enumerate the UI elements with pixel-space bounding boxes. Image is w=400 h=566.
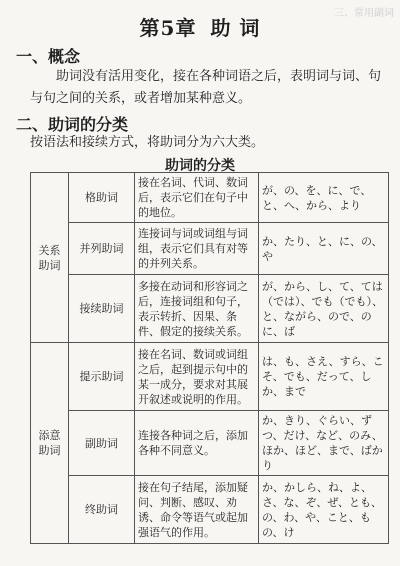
concept-paragraph: 助词没有活用变化，接在各种词语之后，表明词与词、句与句之间的关系，或者增加某种意义。: [30, 69, 382, 106]
table-row: [31, 275, 389, 343]
section-heading-classification: 二、助词的分类: [16, 115, 129, 134]
table-row: [31, 343, 389, 411]
category-cell: 关系助词: [31, 173, 69, 343]
particle-examples: か、たり、と、に、の、や: [259, 223, 389, 275]
particle-description: 接在句子结尾，添加疑问、判断、感叹、劝诱、命令等语气或起加强语气的作用。: [135, 476, 259, 544]
particle-description: 接在名词、数词或词组之后，起到提示句中的某一成分，要求对其展开叙述或说明的作用。: [135, 343, 259, 411]
table-title: 助词的分类: [165, 158, 235, 174]
particle-type-name: 副助词: [69, 411, 135, 476]
category-cell: 添意助词: [31, 343, 69, 544]
section-heading-concept: 一、概念: [16, 47, 81, 66]
particle-type-name: 并列助词: [69, 223, 135, 275]
particle-description: 连接词与词或词组与词组，表示它们具有对等的并列关系。: [135, 223, 259, 275]
table-row: [31, 411, 389, 476]
particle-description: 接在名词、代词、数词后，表示它们在句子中的地位。: [135, 173, 259, 223]
particle-type-name: 接续助词: [69, 275, 135, 343]
chapter-name: 助 词: [210, 16, 261, 40]
bleed-through-text: 三、常用副词: [334, 8, 394, 19]
classification-paragraph: 按语法和接续方式，将助词分为六大类。: [30, 135, 265, 150]
chapter-number: 第5章: [139, 16, 197, 40]
table-row: [31, 223, 389, 275]
particle-type-name: 格助词: [69, 173, 135, 223]
particle-description: 连接各种词之后，添加各种不同意义。: [135, 411, 259, 476]
particle-examples: は、も、さえ、すら、こそ、でも、だって、しか、まで: [259, 343, 389, 411]
chapter-title: [0, 12, 400, 41]
particle-classification-table: [30, 172, 389, 544]
particle-examples: か、きり、ぐらい、ずつ、だけ、など、のみ、ほか、ほど、まで、ばかり: [259, 411, 389, 476]
particle-examples: が、から、し、て、ては（では）、でも（でも）、と、ながら、ので、のに、ば: [259, 275, 389, 343]
particle-examples: か、かしら、ね、よ、さ、な、ぞ、ぜ、とも、の、わ、や、こと、もの、け: [259, 476, 389, 544]
table-row: [31, 173, 389, 223]
table-row: [31, 476, 389, 544]
particle-description: 多接在动词和形容词之后，连接词组和句子，表示转折、因果、条件、假定的接续关系。: [135, 275, 259, 343]
particle-type-name: 提示助词: [69, 343, 135, 411]
particle-examples: が、の、を、に、で、と、へ、から、より: [259, 173, 389, 223]
particle-type-name: 终助词: [69, 476, 135, 544]
